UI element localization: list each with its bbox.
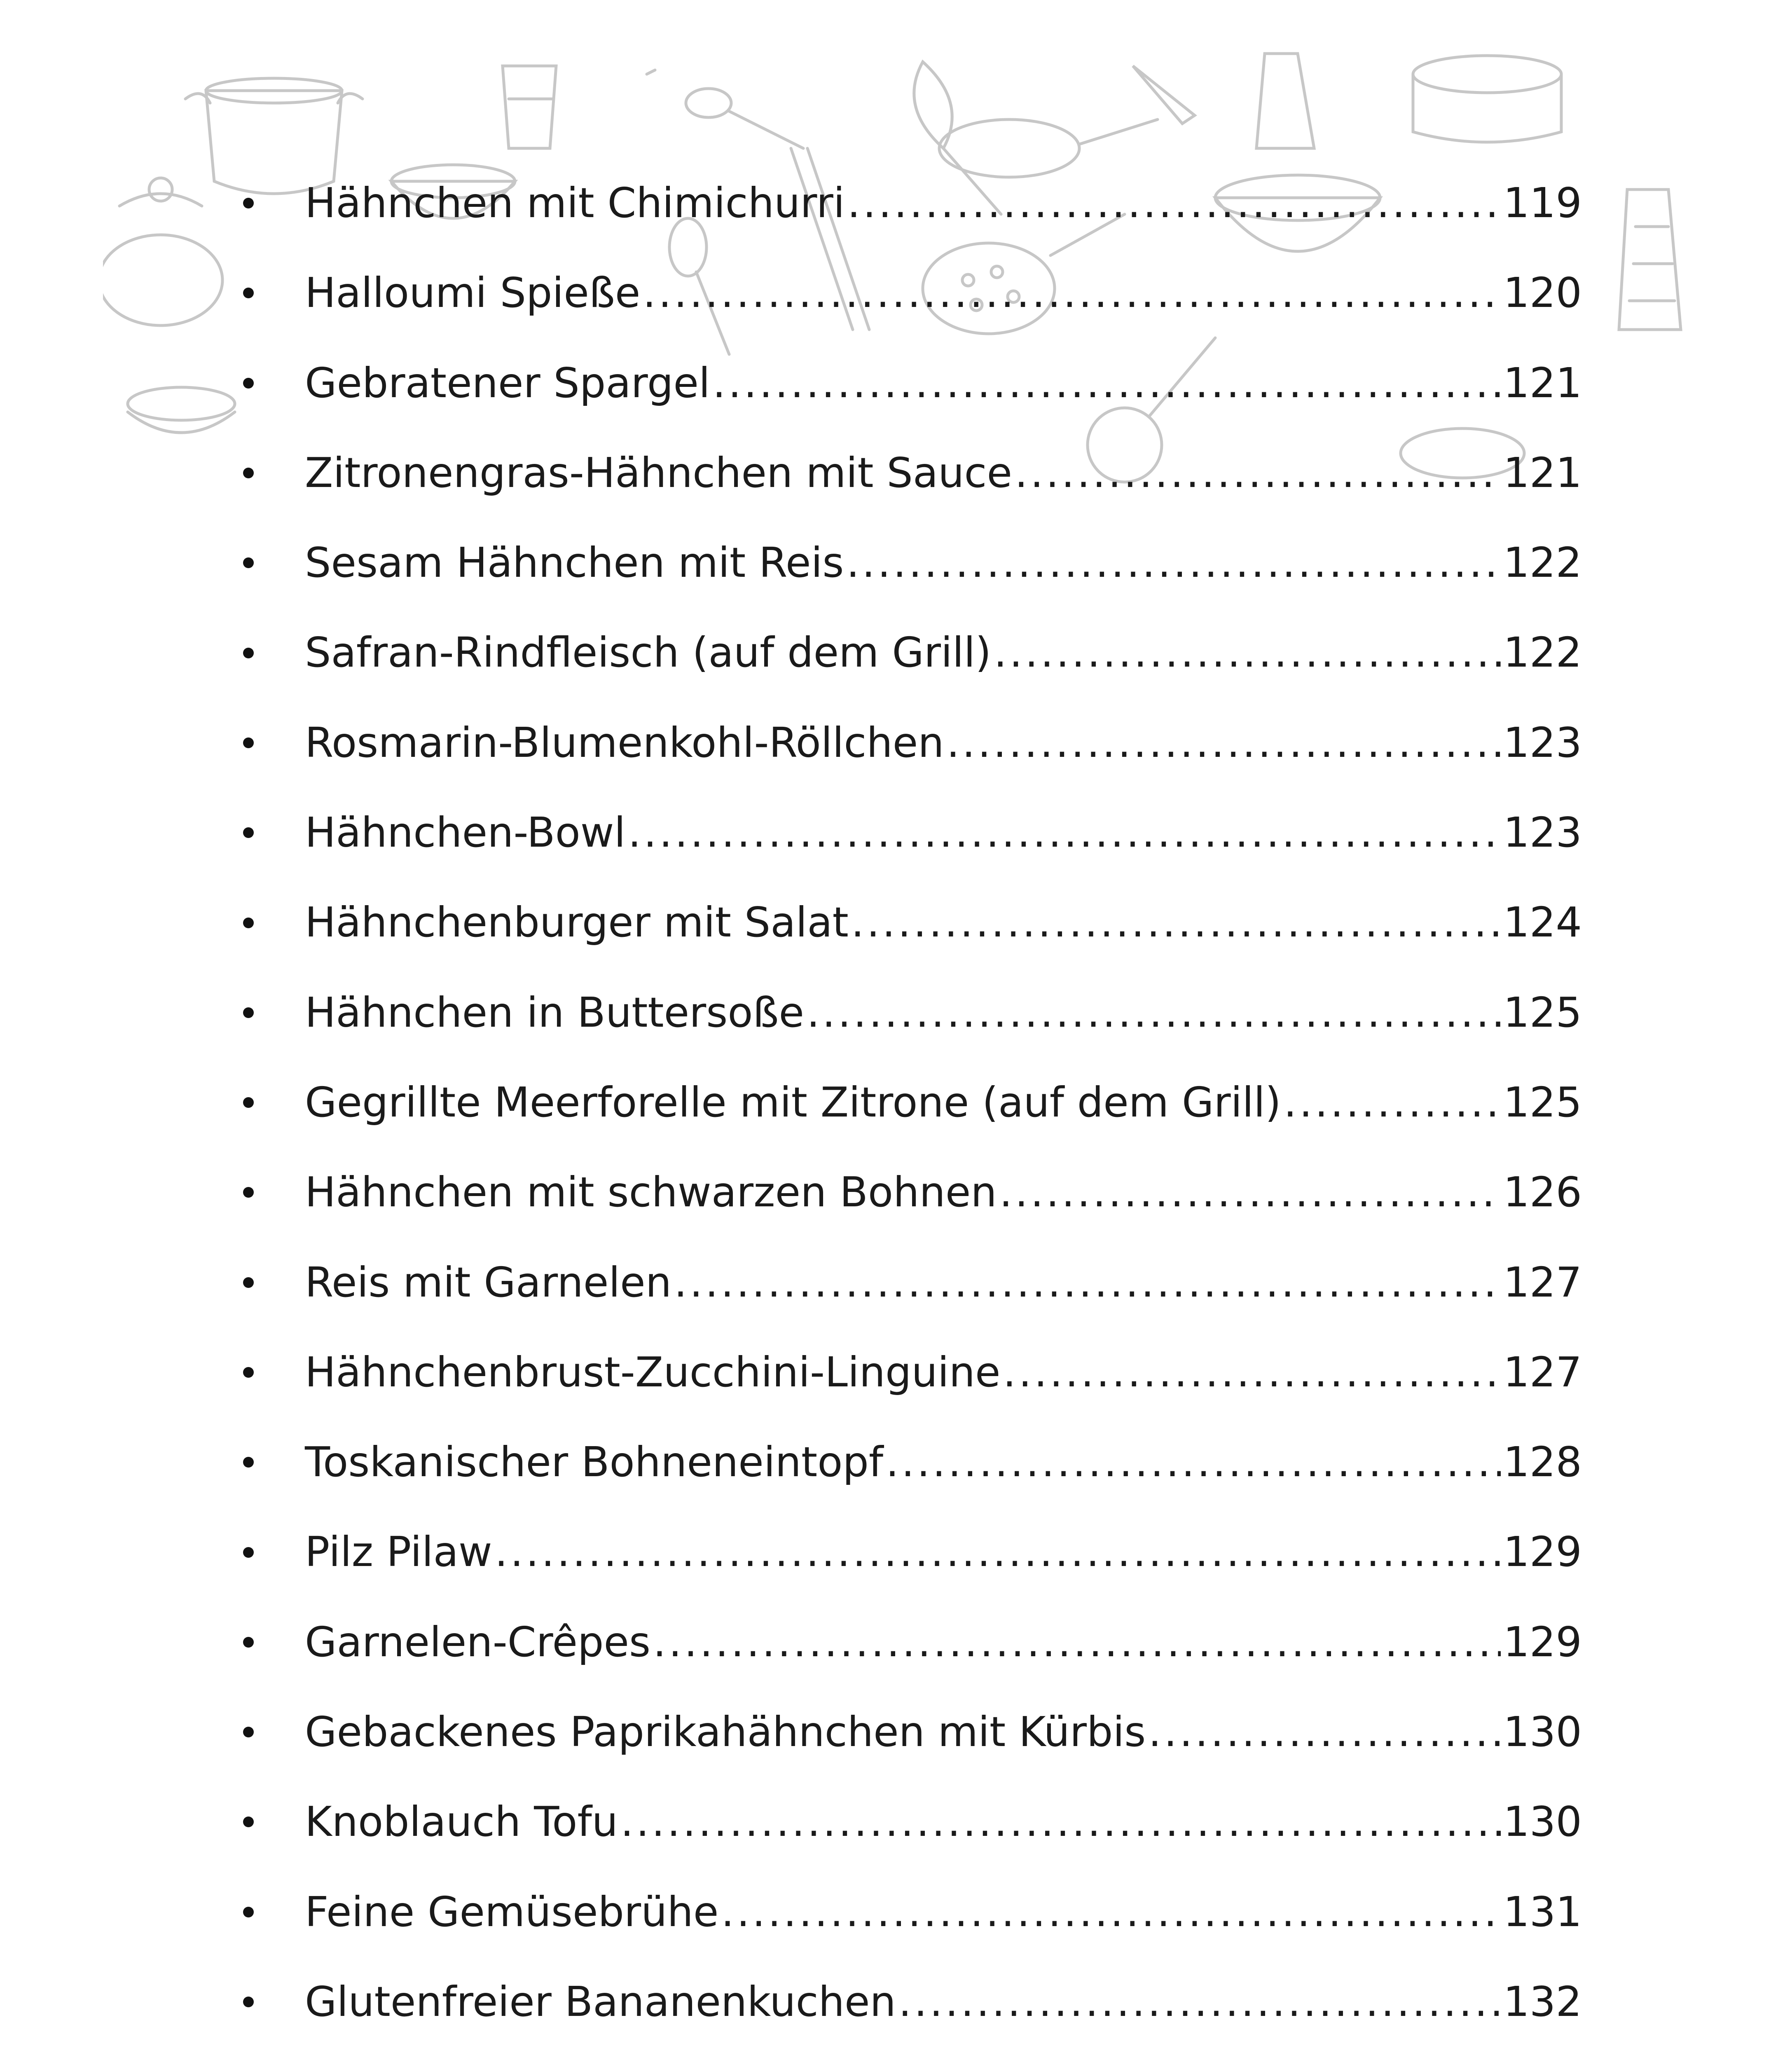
bullet-icon (243, 1367, 254, 1378)
dot-leader (733, 2047, 1501, 2060)
toc-entry-title: Sesam Hähnchen mit Reis (305, 538, 844, 587)
bullet-icon (243, 918, 254, 928)
dot-leader (898, 1957, 1501, 2047)
dot-leader (999, 1147, 1501, 1237)
toc-entry-page: 121 (1503, 358, 1582, 407)
toc-entry-page: 131 (1503, 1887, 1582, 1936)
toc-entry[interactable] (243, 1417, 1582, 1507)
toc-entry-title: Gebratener Spargel (305, 358, 710, 407)
dot-leader (807, 968, 1501, 1058)
toc-entry-title: Pilz Pilaw (305, 1528, 492, 1576)
toc-entry-page: 129 (1503, 1528, 1582, 1576)
toc-entry-title: Hähnchen mit Chimichurri (305, 179, 845, 227)
toc-entry[interactable] (243, 698, 1582, 788)
toc-entry-page: 121 (1503, 448, 1582, 497)
toc-entry[interactable] (243, 968, 1582, 1058)
toc-entry-page: 124 (1503, 898, 1582, 947)
toc-entry-page: 122 (1503, 628, 1582, 677)
toc-entry-title: Hähnchen mit schwarzen Bohnen (305, 1168, 997, 1217)
bullet-icon (243, 1187, 254, 1198)
dot-leader (847, 158, 1501, 248)
toc-entry-title: Reis mit Garnelen (305, 1258, 672, 1306)
dot-leader (721, 1867, 1501, 1957)
toc-entry[interactable] (243, 518, 1582, 608)
toc-entry-page: 123 (1503, 718, 1582, 767)
toc-entry-page: 126 (1503, 1168, 1582, 1217)
bullet-icon (243, 827, 254, 838)
bullet-icon (243, 1637, 254, 1648)
dot-leader (851, 878, 1501, 967)
pitcher-icon (1256, 54, 1314, 148)
dot-leader (653, 1597, 1501, 1687)
dot-leader (994, 608, 1501, 698)
toc-entry[interactable] (243, 1597, 1582, 1687)
toc-entry[interactable] (243, 1058, 1582, 1147)
dot-leader (620, 1777, 1501, 1867)
toc-entry-title: Rosmarin-Blumenkohl-Röllchen (305, 718, 944, 767)
toc-entry-page: 128 (1503, 1438, 1582, 1486)
toc-entry-page: 129 (1503, 1618, 1582, 1666)
ladle-icon (647, 70, 803, 148)
cake-tin-icon (1413, 56, 1561, 142)
toc-entry[interactable] (243, 1507, 1582, 1597)
toc-entry-page (1503, 2047, 1582, 2060)
dot-leader (628, 788, 1501, 878)
bullet-icon (243, 1727, 254, 1737)
dot-leader (886, 1417, 1501, 1507)
toc-entry[interactable] (243, 1867, 1582, 1957)
toc-entry-title: Halloumi Spieße (305, 269, 641, 317)
toc-entry-page: 130 (1503, 1708, 1582, 1756)
toc-entry-page: 125 (1503, 1078, 1582, 1126)
dot-leader (643, 248, 1501, 338)
toc-entry[interactable] (243, 248, 1582, 338)
toc-entry-page: 125 (1503, 988, 1582, 1037)
bullet-icon (243, 378, 254, 389)
toc-entry-title: Zitronengras-Hähnchen mit Sauce (305, 448, 1013, 497)
toc-entry[interactable] (243, 1147, 1582, 1237)
bullet-icon (243, 468, 254, 478)
bullet-icon (243, 198, 254, 208)
toc-entry-page: 119 (1503, 179, 1582, 227)
toc-entry-title: Garnelen-Crêpes (305, 1618, 651, 1666)
dot-leader (947, 698, 1501, 788)
bullet-icon (243, 288, 254, 298)
toc-entry-page: 120 (1503, 269, 1582, 317)
dot-leader (713, 338, 1501, 428)
bullet-icon (243, 1097, 254, 1108)
toc-entry-title: Gegrillte Meerforelle mit Zitrone (auf dem Grill) (305, 1078, 1281, 1126)
toc-entry-title: Hähnchenburger mit Salat (305, 898, 849, 947)
knife-icon (1133, 66, 1195, 124)
toc-entry[interactable] (243, 2047, 1582, 2060)
toc-entry-title: Toskanischer Bohneneintopf (305, 1438, 884, 1486)
toc-entry[interactable] (243, 158, 1582, 248)
toc-entry[interactable] (243, 1327, 1582, 1417)
bullet-icon (243, 1007, 254, 1018)
bullet-icon (243, 1817, 254, 1827)
toc-entry-page: 127 (1503, 1258, 1582, 1306)
toc-entry-page: 123 (1503, 808, 1582, 857)
toc-entry[interactable] (243, 878, 1582, 967)
toc-entry-title: Hähnchenbrust-Zucchini-Linguine (305, 1348, 1001, 1396)
bullet-icon (243, 737, 254, 748)
dot-leader (495, 1507, 1501, 1597)
toc-entry-title: Safran-Rindfleisch (auf dem Grill) (305, 628, 992, 677)
bullet-icon (243, 557, 254, 568)
cooking-pot-lower-icon (128, 387, 235, 433)
toc-entry[interactable] (243, 338, 1582, 428)
dot-leader (1148, 1687, 1501, 1777)
toc-entry-title: Glutenfreier Bananenkuchen (305, 1977, 896, 2026)
toc-entry[interactable] (243, 608, 1582, 698)
toc-entry[interactable] (243, 1777, 1582, 1867)
dot-leader (846, 518, 1501, 608)
toc-entry[interactable] (243, 428, 1582, 518)
bullet-icon (243, 1997, 254, 2007)
toc-entry-title: Gebackenes Paprikahähnchen mit Kürbis (305, 1708, 1146, 1756)
toc-entry-page: 130 (1503, 1798, 1582, 1846)
toc-entry-page: 132 (1503, 1977, 1582, 2026)
dot-leader (1015, 428, 1501, 518)
dot-leader (1284, 1058, 1501, 1147)
bullet-icon (243, 1547, 254, 1558)
toc-entry[interactable] (243, 788, 1582, 878)
bullet-icon (243, 1277, 254, 1288)
toc-entry-title: Knoblauch Tofu (305, 1798, 618, 1846)
grater-icon (1619, 190, 1681, 330)
toc-entry-title (305, 2047, 731, 2060)
toc-entry[interactable] (243, 1238, 1582, 1327)
toc-entry-page: 127 (1503, 1348, 1582, 1396)
dot-leader (674, 1238, 1501, 1327)
teapot-icon (103, 178, 222, 325)
toc-entry-title: Hähnchen in Buttersoße (305, 988, 805, 1037)
bullet-icon (243, 648, 254, 658)
toc-entry-page: 122 (1503, 538, 1582, 587)
drinking-glass-icon (503, 66, 556, 148)
table-of-contents (243, 158, 1582, 2060)
bullet-icon (243, 1457, 254, 1468)
toc-entry[interactable] (243, 1957, 1582, 2047)
bullet-icon (243, 1907, 254, 1917)
dot-leader (1003, 1327, 1501, 1417)
toc-entry-title: Hähnchen-Bowl (305, 808, 626, 857)
toc-entry[interactable] (243, 1687, 1582, 1777)
toc-entry-title: Feine Gemüsebrühe (305, 1887, 719, 1936)
